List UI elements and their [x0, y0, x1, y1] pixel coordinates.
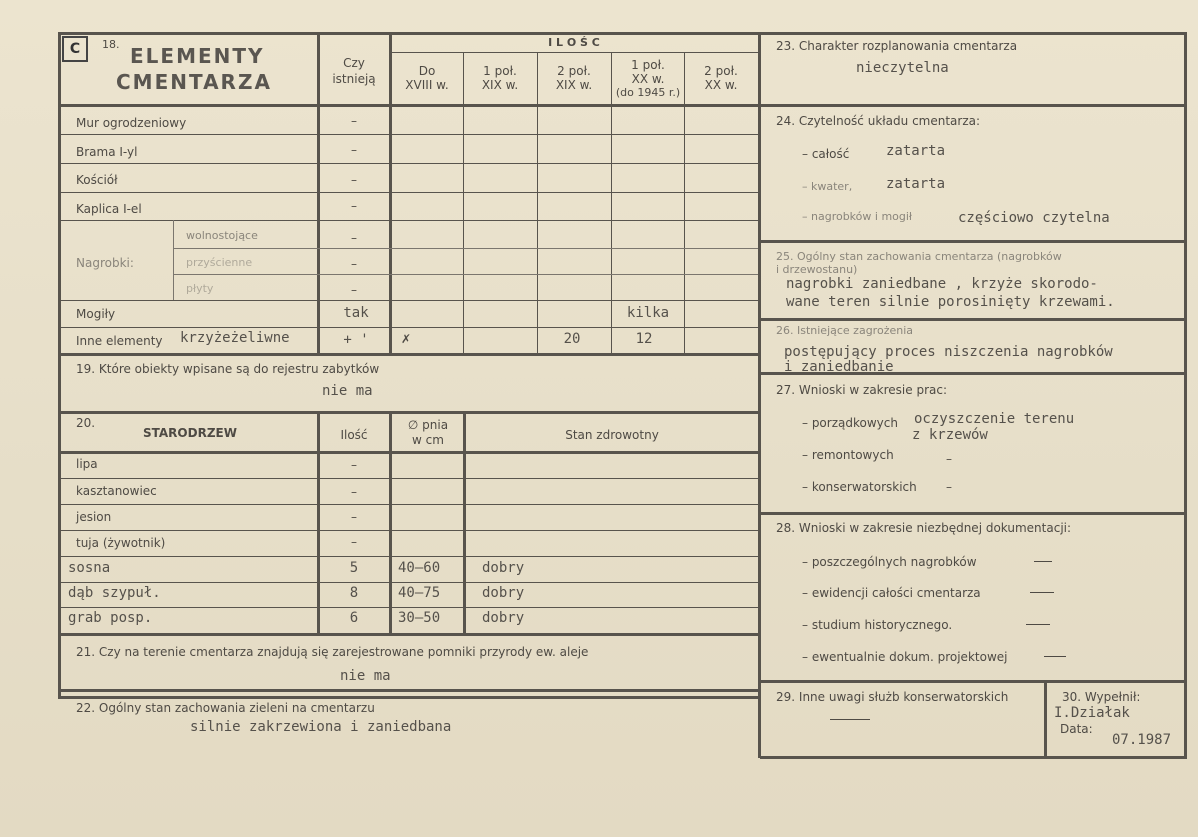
- col-header-4c: (do 1945 r.): [615, 86, 681, 99]
- center-divider: [758, 32, 761, 758]
- row-label-plyty: płyty: [186, 282, 214, 295]
- row-line: [60, 192, 758, 193]
- s22-value: silnie zakrzewiona i zaniedbana: [190, 719, 452, 735]
- row-label-kosciol: Kościół: [76, 173, 118, 187]
- col-3-left: [537, 52, 538, 356]
- s20-col: [463, 413, 466, 635]
- s24-nagrobki-label: – nagrobków i mogił: [802, 210, 913, 223]
- row-inne-col3: 20: [563, 331, 581, 347]
- tree-name-kasztanowiec: kasztanowiec: [76, 484, 157, 498]
- col-header-4a: 1 poł.: [631, 58, 665, 72]
- s29-divider: [1044, 682, 1047, 758]
- s26-value-1: postępujący proces niszczenia nagrobków: [784, 344, 1113, 360]
- col-header-4b: XX w.: [631, 72, 665, 86]
- s28-bottom: [760, 680, 1186, 683]
- col-header-3b: XIX w.: [555, 78, 593, 92]
- s27-konserwatorskich-value: –: [946, 480, 952, 494]
- tree-dia-grab: 30–50: [398, 610, 441, 626]
- row-exists-inne: + ': [343, 332, 369, 348]
- s25-label-2: i drzewostanu): [776, 263, 858, 276]
- s20-row: [60, 607, 758, 608]
- tree-qty-grab: 6: [349, 610, 359, 626]
- col-4-left: [611, 52, 612, 356]
- row-label-przyscienne: przyścienne: [186, 256, 253, 269]
- s27-porzadkowych-value-2: z krzewów: [912, 427, 988, 443]
- s20-num: 20.: [76, 416, 96, 430]
- col-header-2a: 1 poł.: [483, 64, 517, 78]
- s25-value-2: wane teren silnie porosinięty krzewami.: [786, 294, 1115, 310]
- s19-label: 19. Które obiekty wpisane są do rejestru zabytków: [76, 362, 380, 376]
- nagrobki-label: Nagrobki:: [76, 256, 134, 270]
- s24-kwater-value: zatarta: [886, 176, 946, 192]
- s28-row-4-dash: [1044, 656, 1066, 657]
- row-line: [174, 248, 758, 249]
- border-top: [58, 32, 1186, 35]
- s28-row-2-dash: [1030, 592, 1054, 593]
- s20-header-bottom: [58, 451, 760, 454]
- tree-name-lipa: lipa: [76, 457, 98, 471]
- section-number: 18.: [102, 38, 120, 51]
- s20-col: [389, 413, 392, 635]
- s26-value-2: i zaniedbanie: [784, 359, 894, 375]
- s27-remontowych-label: – remontowych: [802, 448, 894, 462]
- s20-row: [60, 504, 758, 505]
- s22-label: 22. Ogólny stan zachowania zieleni na cmentarzu: [76, 701, 375, 715]
- section-letter-box: C: [62, 36, 88, 62]
- s23-bottom: [760, 104, 1186, 107]
- s25-label-1: 25. Ogólny stan zachowania cmentarza (nagrobków: [776, 250, 1062, 263]
- row-exists-przyscienne: –: [351, 257, 357, 271]
- s27-remontowych-value: –: [946, 452, 952, 466]
- s30-label: 30. Wypełnił:: [1062, 690, 1141, 704]
- s24-label: 24. Czytelność układu cmentarza:: [776, 114, 981, 128]
- s28-row-2: – ewidencji całości cmentarza: [802, 586, 981, 600]
- tree-qty-dab: 8: [349, 585, 359, 601]
- s20-pnia-header-1: ∅ pnia: [407, 418, 449, 432]
- s23-value: nieczytelna: [856, 60, 949, 76]
- s28-row-3-dash: [1026, 624, 1050, 625]
- s29-dash: [830, 719, 870, 720]
- s20-ilosc-header: Ilość: [340, 428, 368, 442]
- row-exists-kaplica: –: [351, 199, 357, 213]
- row-line: [60, 300, 758, 301]
- s28-row-4: – ewentualnie dokum. projektowej: [802, 650, 1008, 664]
- s28-row-1-dash: [1034, 561, 1052, 562]
- s20-title: STARODRZEW: [143, 426, 237, 440]
- s25-value-1: nagrobki zaniedbane , krzyże skorodo-: [786, 276, 1098, 292]
- row-line: [60, 163, 758, 164]
- row-exists-brama: –: [351, 143, 357, 157]
- s19-value: nie ma: [322, 383, 373, 399]
- row-inne-handwritten: krzyżeżeliwne: [180, 330, 290, 346]
- s28-label: 28. Wnioski w zakresie niezbędnej dokumentacji:: [776, 521, 1072, 535]
- col-exists-left: [317, 32, 320, 356]
- tree-name-sosna: sosna: [68, 560, 111, 576]
- row-exists-plyty: –: [351, 283, 357, 297]
- tree-name-tuja: tuja (żywotnik): [76, 536, 166, 550]
- row-line: [60, 134, 758, 135]
- s27-bottom: [760, 512, 1186, 515]
- col-header-5a: 2 poł.: [704, 64, 738, 78]
- s20-row: [60, 530, 758, 531]
- ilosc-header: I L O Ś C: [548, 36, 600, 49]
- s20-row: [60, 582, 758, 583]
- s21-label: 21. Czy na terenie cmentarza znajdują się zarejestrowane pomniki przyrody ew. aleje: [76, 645, 589, 659]
- s28-row-1: – poszczególnych nagrobków: [802, 555, 977, 569]
- row-exists-wolnostojace: –: [351, 231, 357, 245]
- row-mogily-col4: kilka: [626, 305, 670, 321]
- title-line-1: ELEMENTY: [130, 44, 265, 68]
- s27-porzadkowych-label: – porządkowych: [802, 416, 898, 430]
- s24-nagrobki-value: częściowo czytelna: [958, 210, 1110, 226]
- row-label-mur: Mur ogrodzeniowy: [76, 116, 187, 130]
- s19-bottom: [58, 411, 760, 414]
- title-line-2: CMENTARZA: [116, 70, 272, 94]
- row-label-wolnostojace: wolnostojące: [186, 229, 258, 242]
- tree-dia-dab: 40–75: [398, 585, 441, 601]
- tree-state-sosna: dobry: [482, 560, 525, 576]
- s24-bottom: [760, 240, 1186, 243]
- s23-label: 23. Charakter rozplanowania cmentarza: [776, 39, 1018, 53]
- row-inne-col1: ✗: [400, 332, 412, 346]
- tree-name-grab: grab posp.: [68, 610, 153, 626]
- s30-date-label: Data:: [1060, 722, 1093, 736]
- s30-date: 07.1987: [1112, 732, 1172, 748]
- s27-konserwatorskich-label: – konserwatorskich: [802, 480, 917, 494]
- s27-porzadkowych-value-1: oczyszczenie terenu: [914, 411, 1075, 427]
- col-1-left: [389, 32, 392, 356]
- row-exists-mogily: tak: [343, 305, 369, 321]
- s20-pnia-header-2: w cm: [412, 433, 444, 447]
- tree-state-dab: dobry: [482, 585, 525, 601]
- row-inne-col4: 12: [635, 331, 653, 347]
- col-header-1a: Do: [418, 64, 436, 78]
- tree-name-dab: dąb szypuł.: [68, 585, 161, 601]
- s24-calosc-label: – całość: [802, 147, 850, 161]
- s28-row-3: – studium historycznego.: [802, 618, 953, 632]
- row-exists-mur: –: [351, 114, 357, 128]
- col-header-1b: XVIII w.: [405, 78, 449, 92]
- row-label-inne: Inne elementy: [76, 334, 163, 348]
- czy-istnieja-1: Czy: [343, 56, 365, 70]
- nagrobki-divider: [173, 220, 174, 300]
- s20-stan-header: Stan zdrowotny: [565, 428, 659, 442]
- row-label-mogily: Mogiły: [76, 307, 116, 321]
- col-5-left: [684, 52, 685, 356]
- row-line: [174, 274, 758, 275]
- tree-qty-tuja: –: [351, 535, 357, 549]
- s20-bottom: [58, 633, 760, 636]
- border-bottom-left: [58, 696, 761, 699]
- col-header-3a: 2 poł.: [557, 64, 591, 78]
- s24-calosc-value: zatarta: [886, 143, 946, 159]
- col-header-2b: XIX w.: [481, 78, 519, 92]
- tree-qty-kasztanowiec: –: [351, 485, 357, 499]
- ilosc-underline: [390, 52, 758, 53]
- border-bottom-right: [760, 756, 1187, 759]
- row-line: [60, 220, 758, 221]
- s20-row: [60, 556, 758, 557]
- tree-qty-lipa: –: [351, 458, 357, 472]
- s24-kwater-label: – kwater,: [802, 180, 853, 193]
- tree-name-jesion: jesion: [76, 510, 112, 524]
- tree-dia-sosna: 40–60: [398, 560, 441, 576]
- s30-name: I.Działak: [1054, 705, 1130, 721]
- border-right: [1184, 32, 1187, 758]
- header-bottom: [58, 104, 760, 107]
- czy-istnieja-2: istnieją: [332, 72, 376, 86]
- s21-value: nie ma: [340, 668, 391, 684]
- row-line: [58, 353, 760, 356]
- tree-state-grab: dobry: [482, 610, 525, 626]
- tree-qty-jesion: –: [351, 510, 357, 524]
- s20-col: [317, 413, 320, 635]
- s21-bottom: [58, 689, 760, 692]
- row-exists-kosciol: –: [351, 173, 357, 187]
- border-left: [58, 32, 61, 698]
- s27-label: 27. Wnioski w zakresie prac:: [776, 383, 948, 397]
- row-label-brama: Brama I-yl: [76, 145, 138, 159]
- tree-qty-sosna: 5: [349, 560, 359, 576]
- s25-bottom: [760, 318, 1186, 321]
- row-line: [60, 327, 758, 328]
- col-2-left: [463, 52, 464, 356]
- s20-row: [60, 478, 758, 479]
- s26-label: 26. Istniejące zagrożenia: [776, 324, 914, 337]
- s29-label: 29. Inne uwagi służb konserwatorskich: [776, 690, 1009, 704]
- row-label-kaplica: Kaplica I-el: [76, 202, 142, 216]
- col-header-5b: XX w.: [704, 78, 738, 92]
